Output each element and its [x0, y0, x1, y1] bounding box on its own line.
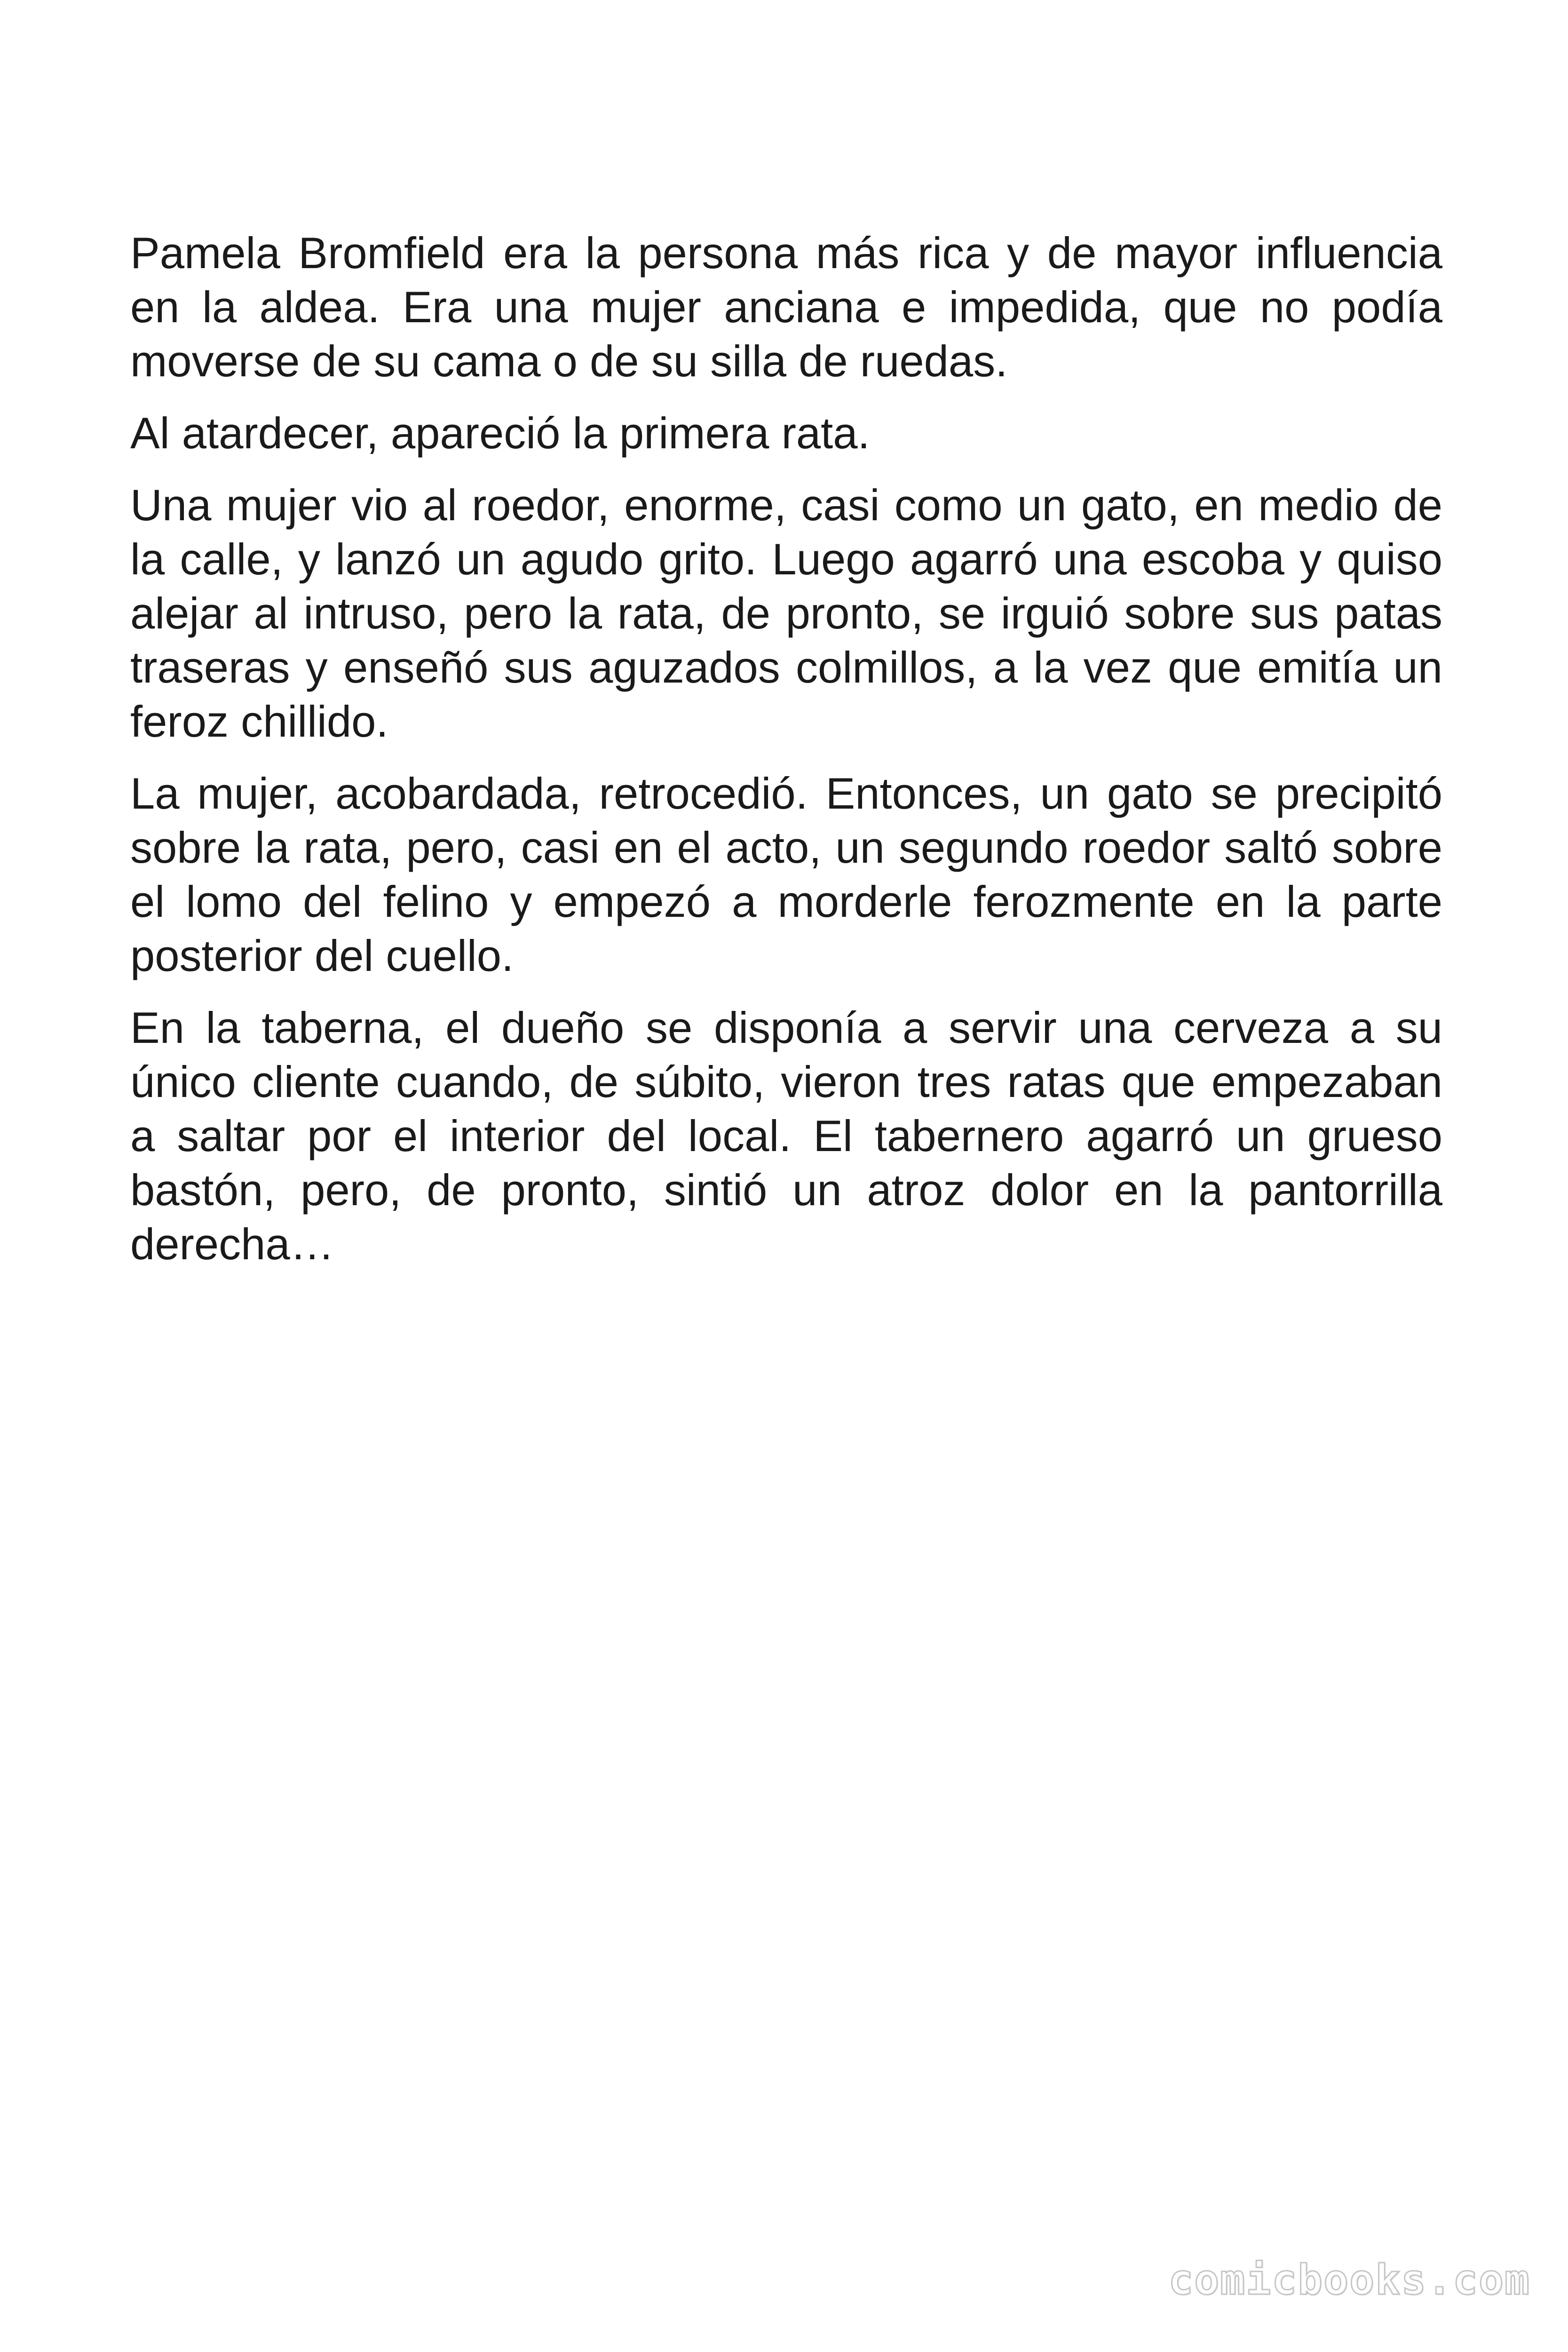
- body-text: [130, 226, 1442, 1289]
- watermark-logo: comicbooks.com: [1168, 2256, 1530, 2304]
- paragraph-3: Una mujer vio al roedor, enorme, casi como un gato, en medio de la calle, y lanzó un agudo grito. Luego agarró una escoba y quiso alejar al intruso, pero la rata, de pronto, se irguió sobre sus patas traseras y enseñó sus aguzados colmillos, a la vez que emitía un feroz chillido.: [130, 480, 1442, 746]
- paragraph-4: La mujer, acobardada, retrocedió. Entonces, un gato se precipitó sobre la rata, pero, casi en el acto, un segundo roedor saltó sobre el lomo del felino y empezó a morderle ferozmente en la parte posterior del cuello.: [130, 769, 1442, 980]
- paragraph-5: En la taberna, el dueño se disponía a servir una cerveza a su único cliente cuando, de súbito, vieron tres ratas que empezaban a saltar por el interior del local. El tabernero agarró un grueso bastón, pero, de pronto, sintió un atroz dolor en la pantorrilla derecha…: [130, 1003, 1442, 1269]
- paragraph-2: Al atardecer, apareció la primera rata.: [130, 408, 870, 458]
- paragraph-1: Pamela Bromfield era la persona más rica y de mayor influencia en la aldea. Era una mujer anciana e impedida, que no podía moverse de su cama o de su silla de ruedas.: [130, 228, 1442, 386]
